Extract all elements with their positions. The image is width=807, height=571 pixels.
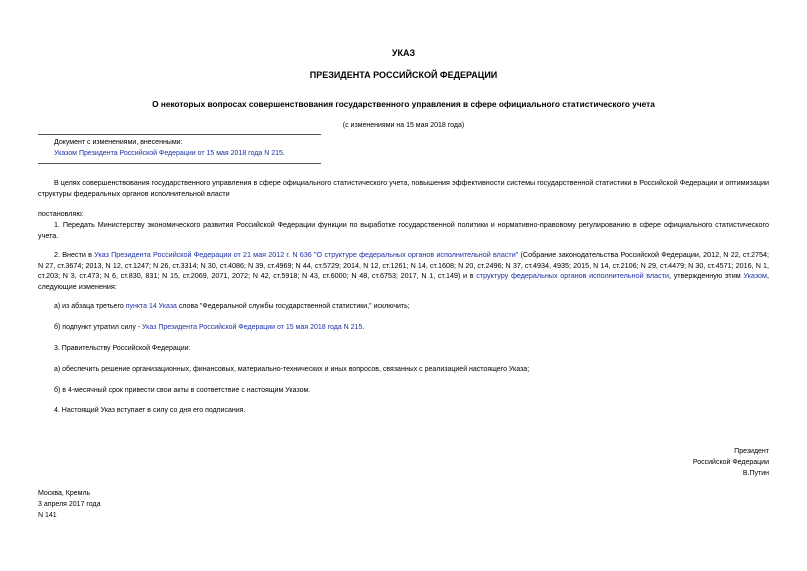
p2a-suffix: слова "Федеральной службы государственной статистики," исключить;	[176, 303, 410, 310]
p2a-prefix: а) из абзаца третьего	[54, 303, 126, 310]
decree-636-link[interactable]: Указ Президента Российской Федерации от 21 мая 2012 г. N 636 "О структуре федеральных органов исполнительной власти"	[94, 250, 519, 259]
document-title: О некоторых вопросах совершенствования государственного управления в сфере официального статистического учета	[152, 99, 655, 109]
p2-suffix: , следующие изменения:	[38, 271, 769, 291]
structure-link[interactable]: структуру федеральных органов исполнительной власти	[476, 271, 670, 280]
signature-role: Президент	[734, 448, 769, 455]
paragraph-3: 3. Правительству Российской Федерации:	[54, 345, 191, 352]
changes-bottom-rule	[38, 163, 321, 164]
decree-subtitle: ПРЕЗИДЕНТА РОССИЙСКОЙ ФЕДЕРАЦИИ	[309, 70, 498, 80]
p2-prefix: 2. Внести в	[54, 250, 95, 259]
p2-citations: (Собрание законодательства Российской Федерации, 2012, N 22, ст.2754; N 27, ст.3674; 2013, N 12, ст.1247; N 26, ст.3314; N 30, ст.4086; N 39, ст.4969; N 44, ст.5729; 2014, N 12, ст.1261; N 14, ст.1608; N 20, ст.2496; N 37, ст.4934, 4935; 2015, N 14, ст.2106; N 29, ст.4479; N 30, ст.4571; 2016, N 1, ст.203; N 3, ст.473; N 6, ст.830, 831; N 15, ст.2069, 2071, 2072; N 42, ст.5918; N 43, ст.6000; N 48, ст.6753; 2017, N 1, ст.149) и в	[38, 250, 769, 280]
paragraph-4: 4. Настоящий Указ вступает в силу со дня его подписания.	[54, 407, 246, 414]
p2b-prefix: б) подпункт утратил силу -	[54, 324, 143, 331]
decree-link[interactable]: Указом	[743, 271, 767, 280]
decree-word: постановляю:	[38, 209, 84, 218]
intro-paragraph: В целях совершенствования государственного управления в сфере официального статистического учета, повышения эффективности системы государственной статистики в Российской Федерации и оптимизации структуры федеральных органов исполнительной власти	[38, 178, 769, 198]
p2-mid: , утвержденную этим	[669, 271, 744, 280]
amendment-note: (с изменениями на 15 мая 2018 года)	[342, 122, 465, 129]
footer-place: Москва, Кремль	[38, 490, 91, 497]
changes-top-rule	[38, 134, 321, 135]
changes-label: Документ с изменениями, внесенными:	[54, 139, 183, 146]
paragraph-2a	[54, 302, 410, 311]
paragraph-3a: а) обеспечить решение организационных, финансовых, материально-технических и иных вопросов, связанных с реализацией настоящего Указа;	[54, 366, 530, 373]
point-14-link[interactable]: пункта 14 Указа	[125, 303, 177, 310]
signature-name: В.Путин	[742, 470, 769, 477]
paragraph-1: 1. Передать Министерству экономического развития Российской Федерации функции по выработке государственной политики и нормативно-правовому регулированию в сфере официального статистического учета.	[38, 220, 769, 240]
decree-215-link[interactable]: Указ Президента Российской Федерации от 15 мая 2018 года N 215	[142, 324, 363, 331]
changes-line	[54, 149, 285, 158]
decree-title: УКАЗ	[391, 48, 416, 58]
footer-number: N 141	[38, 512, 57, 519]
changes-link-suffix: .	[282, 150, 285, 157]
paragraph-2b	[54, 323, 364, 332]
p2b-suffix: .	[362, 324, 365, 331]
paragraph-3b: б) в 4-месячный срок привести свои акты в соответствие с настоящим Указом.	[54, 387, 311, 394]
paragraph-2	[38, 250, 769, 292]
footer-date: 3 апреля 2017 года	[38, 501, 101, 508]
amending-decree-link[interactable]: Указом Президента Российской Федерации от 15 мая 2018 года N 215	[54, 150, 283, 157]
signature-country: Российской Федерации	[692, 459, 769, 466]
